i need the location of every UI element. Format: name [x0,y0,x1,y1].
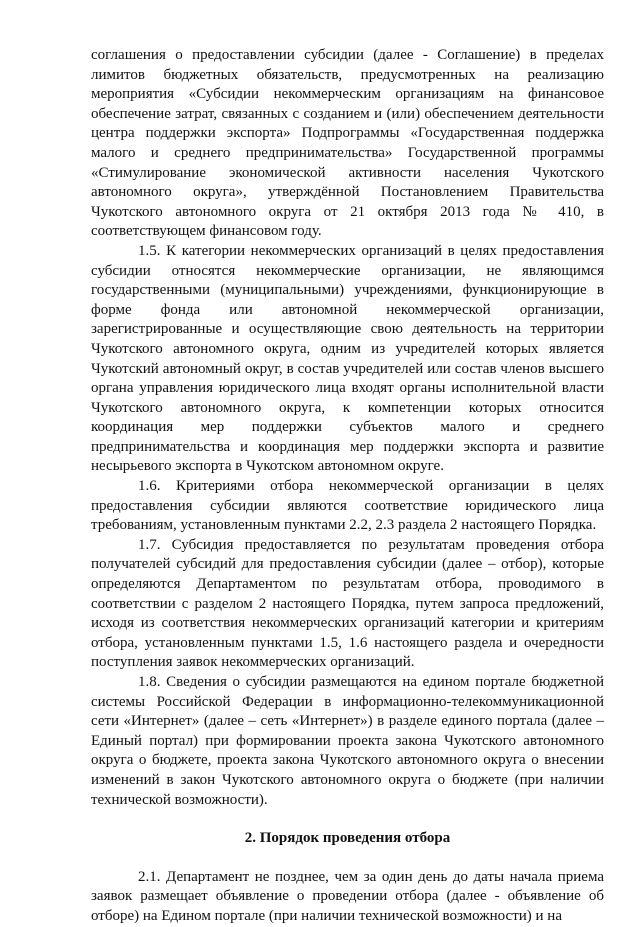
spacer [91,810,604,829]
paragraph-1-7: 1.7. Субсидия предоставляется по результатам проведения отбора получателей субсидий для предоставления субсидии (далее – отбор), которые определяются Департаментом по результатам отбора, проводимого в соответствии с разделом 2 настоящего Порядка, путем запроса предложений, исходя из соответствия некоммерческих организаций категории и критериям отбора, установленным пунктами 1.5, 1.6 настоящего раздела и очередности поступления заявок некоммерческих организаций. [91,536,604,671]
paragraph-2-1: 2.1. Департамент не позднее, чем за один день до даты начала приема заявок размещает объявление о проведении отбора (далее - объявление об отборе) на Едином портале (при наличии технической возможности) и на [91,868,604,924]
paragraph-continued: соглашения о предоставлении субсидии (далее - Соглашение) в пределах лимитов бюджетных обязательств, предусмотренных на реализацию мероприятия «Субсидии некоммерческим организациям на финансовое обеспечение затрат, связанных с созданием и (или) обеспечением деятельности центра поддержки экспорта» Подпрограммы «Государственная поддержка малого и среднего предпринимательства» Государственной программы «Стимулирование экономической активности населения Чукотского автономного округа», утверждённой Постановлением Правительства Чукотского автономного округа от 21 октября 2013 года № 410, в соответствующем финансовом году. [91,47,604,240]
paragraph-1-6: 1.6. Критериями отбора некоммерческой организации в целях предоставления субсидии являются соответствие юридического лица требованиям, установленным пунктами 2.2, 2.3 раздела 2 настоящего Порядка. [91,478,604,534]
spacer [91,849,604,868]
paragraph-1-8: 1.8. Сведения о субсидии размещаются на едином портале бюджетной системы Российской Федерации в информационно-телекоммуникационной сети «Интернет» (далее – сеть «Интернет») в разделе единого портала (далее – Единый портал) при формировании проекта закона Чукотского автономного округа о бюджете, проекта закона Чукотского автономного округа о внесении изменений в закон Чукотского автономного округа о бюджете (при наличии технической возможности). [91,674,604,808]
section-heading: 2. Порядок проведения отбора [244,830,451,847]
paragraph-1-5: 1.5. К категории некоммерческих организаций в целях предоставления субсидии относятся некоммерческие организации, не являющимся государственными (муниципальными) учреждениями, функционирующие в форме фонда или автономной некоммерческой организации, зарегистрированные и осуществляющие свою деятельность на территории Чукотского автономного округа, одним из учредителей которых является Чукотский автономный округ, в состав учредителей или состав членов высшего органа управления юридического лица входят органы исполнительной власти Чукотского автономного округа, к компетенции которых относится координация мер поддержки субъектов малого и среднего предпринимательства и координация мер поддержки экспорта и развитие несырьевого экспорта в Чукотском автономном округе. [91,242,604,475]
